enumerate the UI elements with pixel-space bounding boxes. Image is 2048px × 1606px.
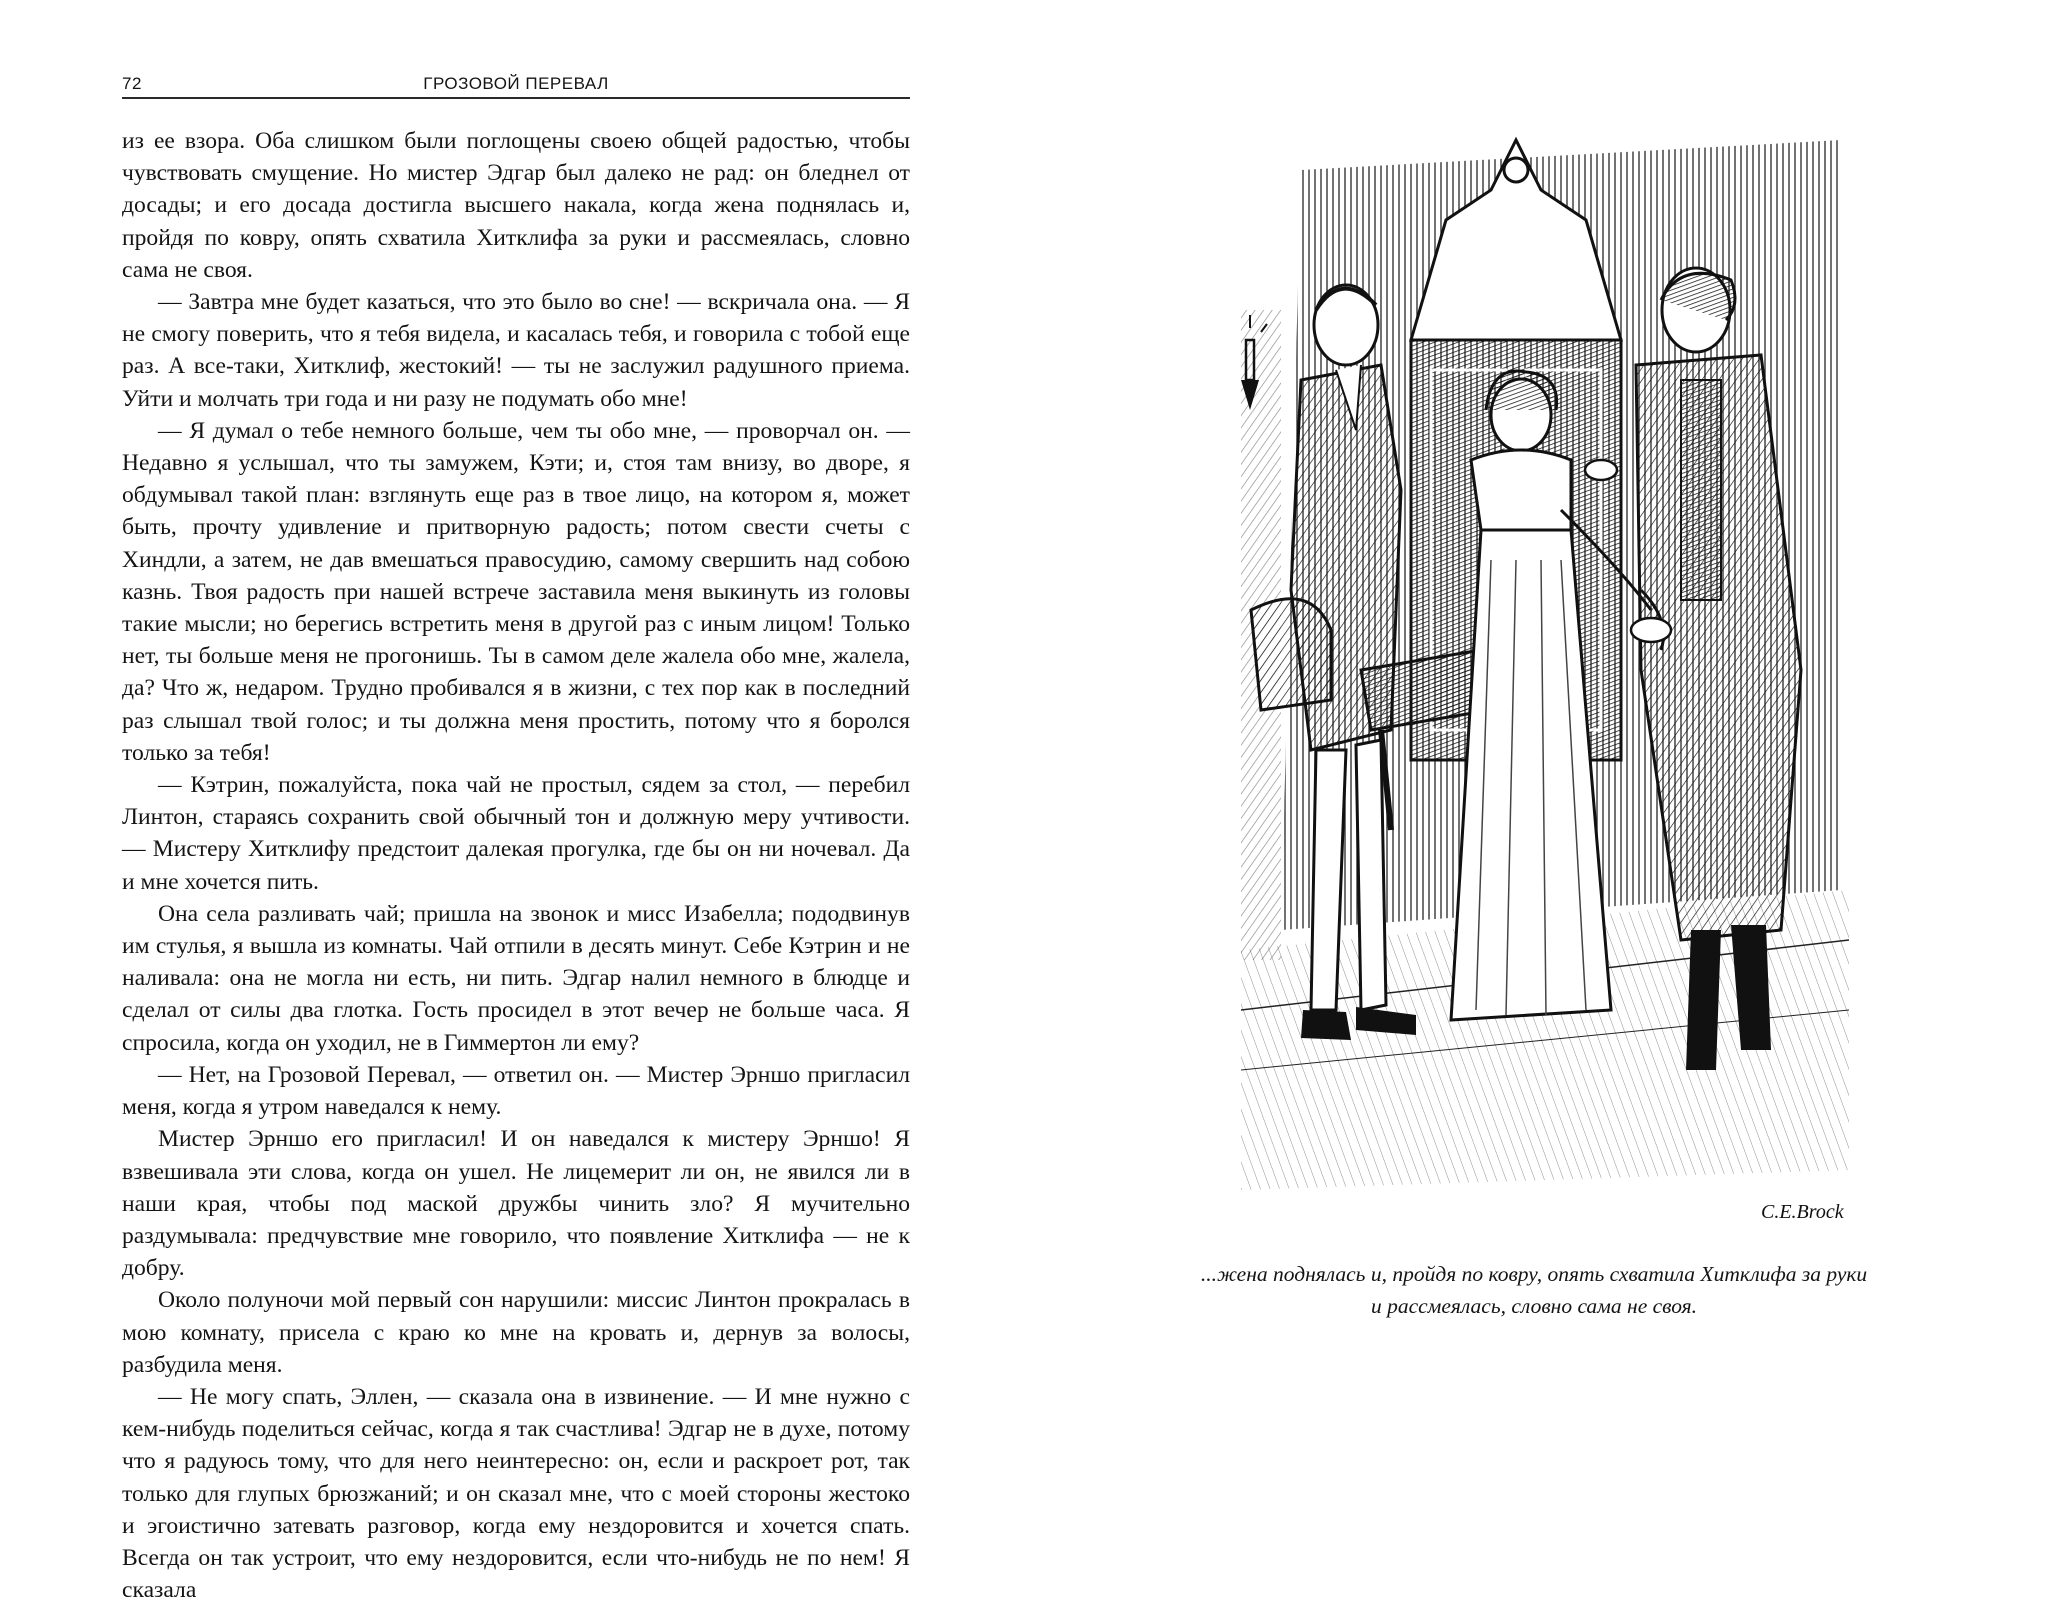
paragraph: — Нет, на Грозовой Перевал, — ответил он. — Мистер Эрншо пригласил меня, когда я утром наведался к нему.	[122, 1061, 910, 1121]
paragraph: — Не могу спать, Эллен, — сказала она в извинение. — И мне нужно с кем-нибудь поделиться сейчас, когда я так счастлива! Эдгар не в духе, потому что я радуюсь тому, что для него неинтересно: он, если и раскроет рот, так только для глупых брюзжаний; и он сказал мне, что с моей стороны жестоко и эгоистично затевать разговор, когда ему нездоровится и хочется спать. Всегда он так устроит, что ему нездоровится, если что-нибудь не по нем! Я сказала	[122, 1383, 910, 1604]
page-number: 72	[122, 74, 142, 93]
paragraph: из ее взора. Оба слишком были поглощены своею общей радостью, чтобы чувствовать смущение. Но мистер Эдгар был далеко не рад: он бледнел от досады; и его досада достигла высшего накала, когда жена поднялась и, пройдя по ковру, опять схватила Хитклифа за руки и рассмеялась, словно сама не своя.	[122, 128, 910, 283]
paragraph: Около полуночи мой первый сон нарушили: миссис Линтон прокралась в мою комнату, присела с краю ко мне на кровать и, дернув за волосы, разбудила меня.	[122, 1287, 910, 1378]
caption-line: ...жена поднялась и, пройдя по ковру, опять схватила Хитклифа за руки	[1200, 1262, 1868, 1286]
illustration-caption	[1134, 1258, 1934, 1322]
right-page	[1024, 0, 2048, 1446]
left-page	[0, 0, 1024, 1604]
running-title: ГРОЗОВОЙ ПЕРЕВАЛ	[423, 74, 609, 93]
paragraph: — Кэтрин, пожалуйста, пока чай не простыл, сядем за стол, — перебил Линтон, стараясь сохранить свой обычный тон и должную меру учтивости. — Мистеру Хитклифу предстоит далекая прогулка, где бы он ни ночевал. Да и мне хочется пить.	[122, 772, 910, 895]
paragraph: — Завтра мне будет казаться, что это было во сне! — вскричала она. — Я не смогу поверить, что я тебя видела, и касалась тебя, и говорила с тобой еще раз. А все-таки, Хитклиф, жестокий! — ты не заслужил радушного приема. Уйти и молчать три года и ни разу не подумать обо мне!	[122, 289, 910, 412]
paragraph: — Я думал о тебе немного больше, чем ты обо мне, — проворчал он. — Недавно я услышал, что ты замужем, Кэти; и, стоя там внизу, во дворе, я обдумывал такой план: взглянуть еще раз в твое лицо, на котором я, может быть, прочту удивление и притворную радость; потом свести счеты с Хиндли, а затем, не дав вмешаться правосудию, самому свершить над собою казнь. Твоя радость при нашей встрече заставила меня выкинуть из головы такие мысли; но берегись встретить меня в другой раз с иным лицом! Только нет, ты больше меня не прогонишь. Ты в самом деле жалела обо мне, жалела, да? Что ж, недаром. Трудно пробивался я в жизни, с тех пор как в последний раз слышал твой голос; и ты должна меня простить, потому что я боролся только за тебя!	[122, 417, 910, 766]
running-header	[122, 74, 910, 98]
illustration	[1241, 110, 1849, 1240]
paragraph: Она села разливать чай; пришла на звонок и мисс Изабелла; пододвинув им стулья, я вышла из комнаты. Чай отпили в десять минут. Себе Кэтрин и не наливала: она не могла ни есть, ни пить. Эдгар налил немного в блюдце и сделал от силы два глотка. Гость просидел в этот вечер не больше часа. Я спросила, когда он уходил, не в Гиммертон ли ему?	[122, 900, 910, 1056]
artist-signature: C.E.Brock	[1761, 1201, 1844, 1223]
paragraph: Мистер Эрншо его пригласил! И он наведался к мистеру Эрншо! Я взвешивала эти слова, когда он ушел. Не лицемерит ли он, не явился ли в наши края, чтобы под маской дружбы чинить зло? Я мучительно раздумывала: предчувствие мне говорило, что появление Хитклифа — не к добру.	[122, 1126, 910, 1282]
header-rule	[122, 97, 910, 99]
body-text	[122, 125, 910, 1606]
caption-line: и рассмеялась, словно сама не своя.	[1370, 1294, 1698, 1318]
